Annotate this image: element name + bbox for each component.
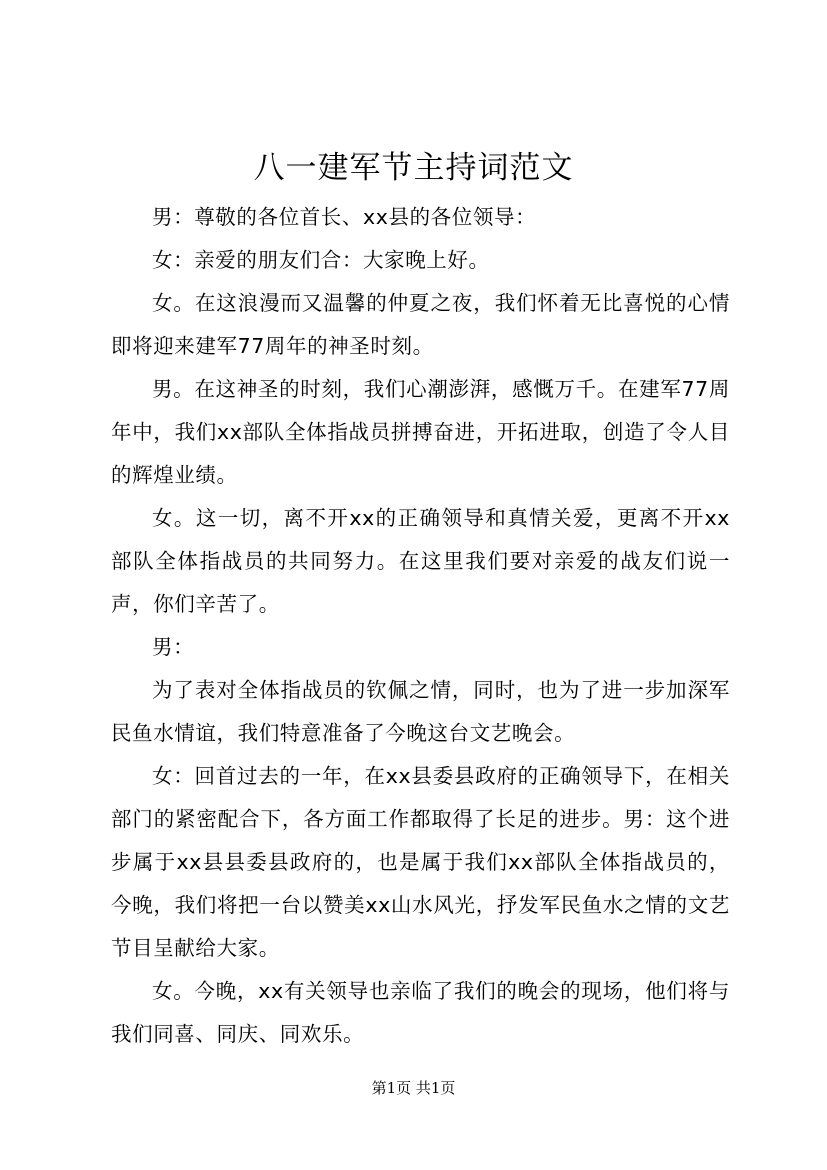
document-body: [111, 196, 730, 1056]
paragraph: 男。在这神圣的时刻，我们心潮澎湃，感慨万千。在建军77周年中，我们xx部队全体指战员拼搏奋进，开拓进取，创造了令人目的辉煌业绩。: [111, 377, 730, 487]
paragraph: 女：亲爱的朋友们合：大家晚上好。: [152, 248, 490, 272]
paragraph: 女。今晚，xx有关领导也亲临了我们的晚会的现场，他们将与我们同喜、同庆、同欢乐。: [111, 979, 730, 1046]
paragraph: 男：尊敬的各位首长、xx县的各位领导：: [152, 205, 537, 229]
paragraph: 女。在这浪漫而又温馨的仲夏之夜，我们怀着无比喜悦的心情即将迎来建军77周年的神圣时刻。: [111, 291, 730, 358]
paragraph: 女：回首过去的一年，在xx县委县政府的正确领导下，在相关部门的紧密配合下，各方面工作都取得了长足的进步。男：这个进步属于xx县县委县政府的，也是属于我们xx部队全体指战员的，今晚，我们将把一台以赞美xx山水风光，抒发军民鱼水之情的文艺节目呈献给大家。: [111, 764, 730, 960]
document-title: 八一建军节主持词范文: [253, 150, 574, 186]
page-footer: 第1页 共1页: [371, 1079, 456, 1097]
paragraph: 为了表对全体指战员的钦佩之情，同时，也为了进一步加深军民鱼水情谊，我们特意准备了今晚这台文艺晚会。: [111, 678, 730, 745]
paragraph: 女。这一切，离不开xx的正确领导和真情关爱，更离不开xx部队全体指战员的共同努力。在这里我们要对亲爱的战友们说一声，你们辛苦了。: [111, 506, 730, 616]
paragraph: 男：: [152, 635, 195, 659]
